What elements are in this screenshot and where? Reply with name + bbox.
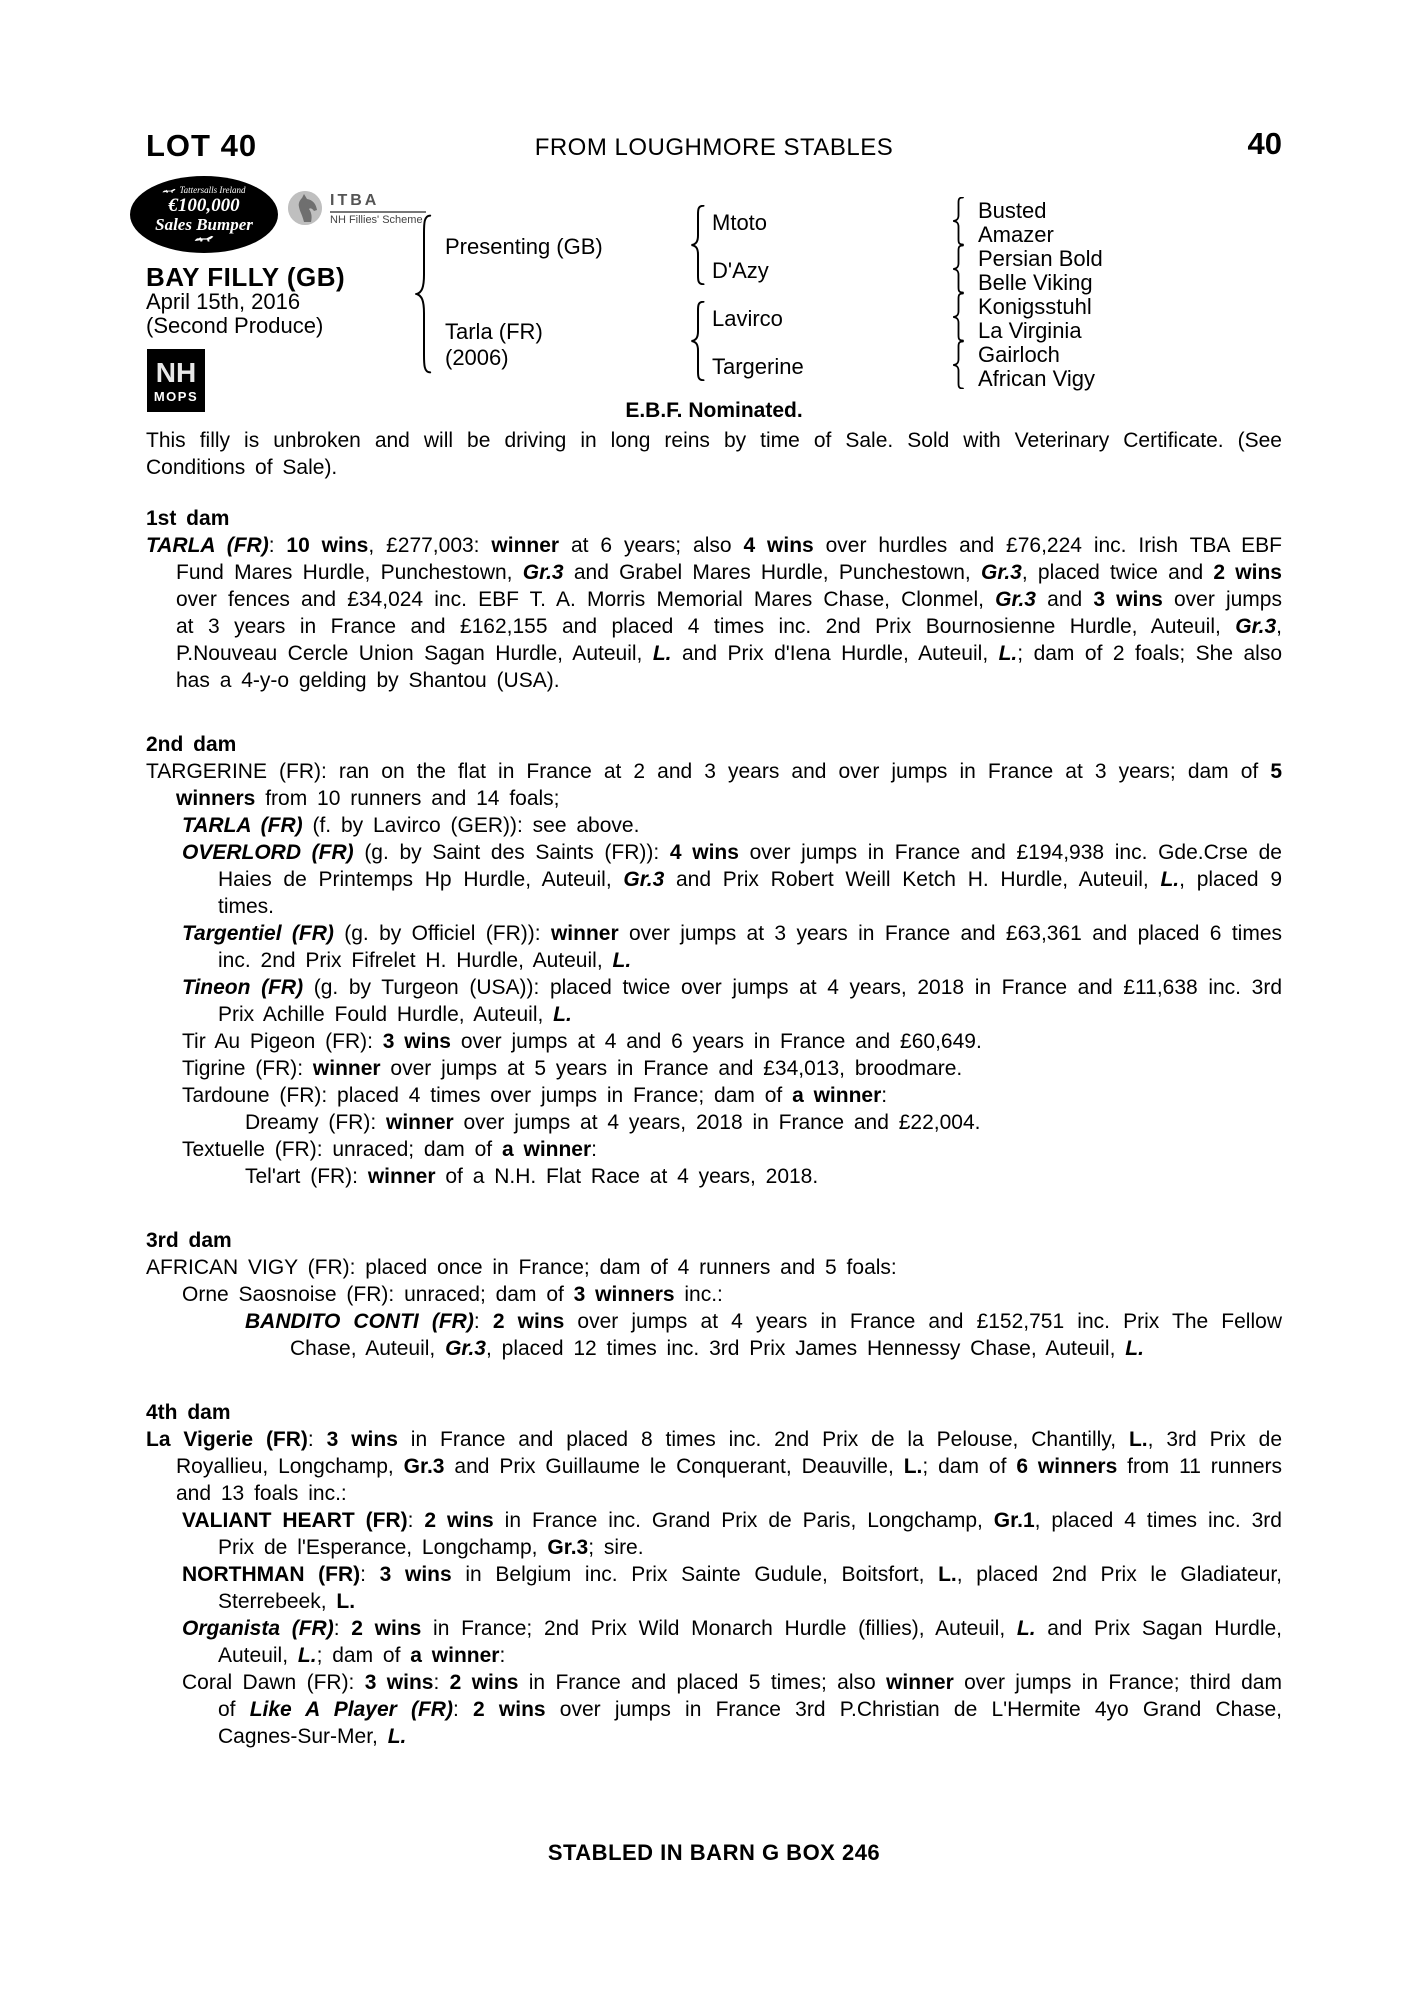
entry-text: winner — [491, 534, 560, 557]
horse-entry — [146, 1281, 1282, 1308]
entry-text: from 10 runners and 14 foals; — [255, 787, 560, 810]
sire-sire-sire: Busted — [978, 198, 1047, 223]
horse-head-icon — [288, 191, 322, 225]
entry-text: : — [307, 1428, 327, 1451]
entry-text: 5 winners — [176, 760, 1282, 810]
entry-text: OVERLORD (FR) — [182, 841, 354, 864]
entry-text: Tigrine (FR): — [182, 1057, 313, 1080]
dam-section — [146, 1399, 1282, 1750]
entry-text: : — [360, 1563, 380, 1586]
dam-section — [146, 1227, 1282, 1362]
fox-icon — [194, 235, 214, 243]
horse-entry — [146, 1254, 1282, 1281]
nh-mops-nh: NH — [155, 356, 197, 388]
entry-text: Gr.1 — [993, 1509, 1035, 1532]
horse-entry — [146, 920, 1282, 974]
entry-text: Organista (FR) — [182, 1617, 334, 1640]
horse-entry — [146, 1163, 1282, 1190]
entry-text: : — [407, 1509, 425, 1532]
entry-text: 3 wins — [382, 1030, 451, 1053]
entry-text: Gr.3 — [623, 868, 665, 891]
entry-text: : — [268, 534, 287, 557]
entry-text: over jumps at 4 and 6 years in France and £60,649. — [450, 1030, 982, 1053]
pedigree-brace — [952, 293, 965, 341]
entry-text: La Vigerie (FR) — [146, 1428, 308, 1451]
dam-name: Tarla (FR) — [445, 319, 543, 344]
entry-text: Orne Saosnoise (FR): unraced; dam of — [182, 1283, 574, 1306]
stabling-location: STABLED IN BARN G BOX 246 — [547, 1840, 881, 1865]
entry-text: L. — [387, 1725, 407, 1748]
entry-text: 2 wins — [473, 1698, 546, 1721]
itba-underline — [330, 211, 426, 213]
entry-text: ; dam of 2 foals; She also has a 4-y-o gelding by Shantou (USA). — [176, 642, 1283, 692]
fox-icon — [162, 188, 176, 194]
entry-text: , placed 9 times. — [218, 868, 1282, 918]
entry-text: Gr.3 — [547, 1536, 589, 1559]
entry-text: 3 wins — [364, 1671, 434, 1694]
entry-text: of a N.H. Flat Race at 4 years, 2018. — [435, 1165, 819, 1188]
entry-text: Dreamy (FR): — [245, 1111, 386, 1134]
horse-name: BAY FILLY (GB) — [146, 262, 346, 292]
horse-entry — [146, 839, 1282, 920]
entry-text: over jumps in France 3rd P.Christian de L'Hermite 4yo Grand Chase, Cagnes-Sur-Mer, — [218, 1698, 1283, 1748]
entry-text: : — [452, 1698, 474, 1721]
entry-text: : — [473, 1310, 493, 1333]
entry-text: winner — [886, 1671, 954, 1694]
entry-text: L. — [1016, 1617, 1036, 1640]
pedigree-brace — [690, 301, 706, 381]
entry-text: over fences and £34,024 inc. EBF T. A. Morris Memorial Mares Chase, Clonmel, — [176, 588, 996, 611]
nh-mops-mops: MOPS — [153, 388, 199, 404]
horse-entry — [146, 1426, 1282, 1507]
entry-text: 2 wins — [449, 1671, 519, 1694]
entry-text: 6 winners — [1016, 1455, 1118, 1478]
entry-text: Gr.3 — [522, 561, 564, 584]
tattersalls-bumper-badge — [130, 176, 278, 253]
entry-text: in France and placed 5 times; also — [518, 1671, 887, 1694]
entry-text: 4 wins — [743, 534, 814, 557]
entry-text: VALIANT HEART (FR) — [182, 1509, 408, 1532]
sire-name: Presenting (GB) — [445, 234, 603, 259]
entry-text: over jumps at 3 years in France and £162,155 and placed 4 times inc. 2nd Prix Bournosienne Hurdle, Auteuil, — [176, 588, 1282, 638]
entry-text: 3 wins — [379, 1563, 452, 1586]
entry-text: in France; 2nd Prix Wild Monarch Hurdle (fillies), Auteuil, — [421, 1617, 1017, 1640]
pedigree-brace — [952, 197, 965, 245]
sire-sire-dam: Amazer — [978, 222, 1054, 247]
entry-text: NORTHMAN (FR) — [182, 1563, 361, 1586]
dam-section — [146, 731, 1282, 1190]
entry-text: over jumps in France and £194,938 inc. Gde.Crse de Haies de Printemps Hp Hurdle, Auteuil, — [218, 841, 1282, 891]
entry-text: TARGERINE (FR): ran on the flat in France at 2 and 3 years and over jumps in France at 3 years; dam of — [146, 760, 1271, 783]
entry-text: ; dam of — [922, 1455, 1017, 1478]
entry-text: a winner — [501, 1138, 592, 1161]
entry-text: L. — [553, 1003, 572, 1026]
entry-text: : — [591, 1138, 598, 1161]
bumper-subtitle: Sales Bumper — [155, 214, 253, 234]
entry-text: 10 wins — [286, 534, 369, 557]
entry-text: BANDITO CONTI (FR) — [245, 1310, 474, 1333]
entry-text: and Prix Sagan Hurdle, Auteuil, — [218, 1617, 1282, 1667]
entry-text: over jumps at 4 years, 2018 in France and £22,004. — [453, 1111, 981, 1134]
sire-dam-sire: Persian Bold — [978, 246, 1103, 271]
horse-entry — [146, 532, 1282, 694]
entry-text: 3 wins — [326, 1428, 398, 1451]
entry-text: L. — [1125, 1337, 1144, 1360]
entry-text: 3 wins — [1093, 588, 1163, 611]
entry-text: TARLA (FR) — [182, 814, 303, 837]
itba-wordmark: ITBA — [330, 192, 380, 209]
dam-sire: Lavirco — [712, 306, 783, 331]
sire-sire: Mtoto — [712, 210, 768, 235]
entry-text: over jumps in France; third dam of — [218, 1671, 1282, 1721]
entry-text: in Belgium inc. Prix Sainte Gudule, Boitsfort, — [451, 1563, 939, 1586]
dam-heading: 4th dam — [146, 1401, 231, 1424]
horse-entry — [146, 1507, 1282, 1561]
itba-logo — [288, 191, 322, 225]
entry-text: 2 wins — [492, 1310, 565, 1333]
entry-text: 3 winners — [573, 1283, 675, 1306]
entry-text: over jumps at 4 years in France and £152,751 inc. Prix The Fellow Chase, Auteuil, — [290, 1310, 1282, 1360]
entry-text: and — [1036, 588, 1094, 611]
entry-text: TARLA (FR) — [146, 534, 269, 557]
entry-text: in France inc. Grand Prix de Paris, Longchamp, — [493, 1509, 994, 1532]
entry-text: Tir Au Pigeon (FR): — [182, 1030, 383, 1053]
entry-text: over jumps at 3 years in France and £63,361 and placed 6 times inc. 2nd Prix Fifrelet H. Hurdle, Auteuil, — [218, 922, 1283, 972]
entry-text: from 11 runners and 13 foals inc.: — [176, 1455, 1282, 1505]
pedigree-brace — [415, 214, 433, 374]
entry-text: Like A Player (FR) — [249, 1698, 453, 1721]
dam-heading: 1st dam — [146, 507, 230, 530]
entry-text: AFRICAN VIGY (FR): placed once in France; dam of 4 runners and 5 foals: — [146, 1256, 897, 1279]
entry-text: at 6 years; also — [559, 534, 744, 557]
ebf-nominated-line: E.B.F. Nominated. — [625, 399, 803, 422]
entry-text: a winner — [410, 1644, 500, 1667]
entry-text: L. — [903, 1455, 923, 1478]
horse-entry — [146, 1055, 1282, 1082]
entry-text: Gr.3 — [445, 1337, 486, 1360]
entry-text: 2 wins — [351, 1617, 422, 1640]
horse-produce-note: (Second Produce) — [146, 313, 324, 338]
entry-text: Coral Dawn (FR): — [182, 1671, 365, 1694]
dam-heading: 2nd dam — [146, 733, 237, 756]
entry-text: (f. by Lavirco (GER)): see above. — [302, 814, 640, 837]
dam-section — [146, 505, 1282, 694]
entry-text: and Grabel Mares Hurdle, Punchestown, — [563, 561, 981, 584]
entry-text: (g. by Officiel (FR)): — [333, 922, 551, 945]
sire-dam-dam: Belle Viking — [978, 270, 1093, 295]
lot-number: LOT 40 — [146, 128, 258, 163]
itba-scheme-label: NH Fillies' Scheme — [330, 214, 423, 226]
entry-text: Gr.3 — [403, 1455, 445, 1478]
entry-text: , placed 4 times inc. 3rd Prix de l'Esperance, Longchamp, — [218, 1509, 1282, 1559]
entry-text: Tardoune (FR): placed 4 times over jumps in France; dam of — [182, 1084, 793, 1107]
sire-dam: D'Azy — [712, 258, 769, 283]
entry-text: ; dam of — [316, 1644, 411, 1667]
entry-text: winner — [312, 1057, 381, 1080]
entry-text: Tel'art (FR): — [245, 1165, 368, 1188]
dam-dam-sire: Gairloch — [978, 342, 1060, 367]
entry-text: L. — [612, 949, 632, 972]
entry-text: winner — [386, 1111, 454, 1134]
entry-text: Textuelle (FR): unraced; dam of — [182, 1138, 502, 1161]
horse-entry — [146, 1308, 1282, 1362]
entry-text: a winner — [792, 1084, 882, 1107]
pedigree-brace — [952, 341, 965, 389]
dam-heading: 3rd dam — [146, 1229, 232, 1252]
entry-text: L. — [652, 642, 672, 665]
dam-dam-dam: African Vigy — [978, 366, 1095, 391]
entry-text: and Prix d'Iena Hurdle, Auteuil, — [671, 642, 999, 665]
horse-foaling-date: April 15th, 2016 — [146, 289, 301, 314]
horse-entry — [146, 1615, 1282, 1669]
entry-text: : — [499, 1644, 506, 1667]
entry-text: , £277,003: — [368, 534, 492, 557]
entry-text: , placed twice and — [1021, 561, 1214, 584]
entry-text: 2 wins — [424, 1509, 494, 1532]
page-number: 40 — [1247, 126, 1282, 161]
entry-text: ; sire. — [588, 1536, 644, 1559]
horse-entry — [146, 1082, 1282, 1109]
sale-note: This filly is unbroken and will be driving in long reins by time of Sale. Sold with Veterinary Certificate. (See Conditions of Sale). — [146, 429, 1282, 479]
entry-text: , P.Nouveau Cercle Union Sagan Hurdle, Auteuil, — [176, 615, 1282, 665]
dam-sire-sire: Konigsstuhl — [978, 294, 1092, 319]
entry-text: over jumps at 5 years in France and £34,013, broodmare. — [380, 1057, 963, 1080]
horse-entry — [146, 812, 1282, 839]
entry-text: : — [433, 1671, 450, 1694]
bumper-title: Tattersalls Ireland — [179, 185, 246, 196]
horse-entry — [146, 1109, 1282, 1136]
entry-text: , 3rd Prix de Royallieu, Longchamp, — [176, 1428, 1283, 1478]
entry-text: (g. by Saint des Saints (FR)): — [353, 841, 670, 864]
pedigree-brace — [952, 245, 965, 293]
entry-text: in France and placed 8 times inc. 2nd Prix de la Pelouse, Chantilly, — [397, 1428, 1129, 1451]
horse-entry — [146, 1136, 1282, 1163]
horse-entry — [146, 974, 1282, 1028]
entry-text: , placed 12 times inc. 3rd Prix James Hennessy Chase, Auteuil, — [485, 1337, 1126, 1360]
entry-text: and Prix Guillaume le Conquerant, Deauville, — [444, 1455, 904, 1478]
entry-text: L. — [998, 642, 1018, 665]
consignor-line: FROM LOUGHMORE STABLES — [534, 134, 894, 161]
dam-dam: Targerine — [712, 354, 804, 379]
horse-entry — [146, 758, 1282, 812]
entry-text: L. — [1160, 868, 1180, 891]
dam-sire-dam: La Virginia — [978, 318, 1082, 343]
dam-sections — [146, 505, 1282, 1750]
entry-text: winner — [367, 1165, 436, 1188]
entry-text: : — [881, 1084, 888, 1107]
dam-year: (2006) — [445, 345, 509, 370]
entry-text: and Prix Robert Weill Ketch H. Hurdle, Auteuil, — [664, 868, 1161, 891]
entry-text: over hurdles and £76,224 inc. Irish TBA EBF Fund Mares Hurdle, Punchestown, — [176, 534, 1282, 584]
entry-text: Gr.3 — [1235, 615, 1277, 638]
entry-text: Gr.3 — [981, 561, 1022, 584]
entry-text: 2 wins — [1213, 561, 1282, 584]
entry-text: inc.: — [674, 1283, 723, 1306]
entry-text: 4 wins — [669, 841, 739, 864]
horse-entry — [146, 1669, 1282, 1750]
entry-text: : — [333, 1617, 352, 1640]
bumper-amount: €100,000 — [168, 194, 240, 216]
entry-text: , placed 2nd Prix le Gladiateur, Sterrebeek, — [218, 1563, 1282, 1613]
entry-text: winner — [550, 922, 619, 945]
entry-text: Gr.3 — [995, 588, 1036, 611]
entry-text: Targentiel (FR) — [182, 922, 334, 945]
entry-text: L. — [938, 1563, 957, 1586]
entry-text: (g. by Turgeon (USA)): placed twice over jumps at 4 years, 2018 in France and £11,638 inc. 3rd Prix Achille Fould Hurdle, Auteuil, — [218, 976, 1282, 1026]
entry-text: L. — [297, 1644, 317, 1667]
horse-entry — [146, 1561, 1282, 1615]
entry-text: Tineon (FR) — [182, 976, 304, 999]
horse-entry — [146, 1028, 1282, 1055]
entry-text: L. — [1128, 1428, 1148, 1451]
entry-text: L. — [336, 1590, 356, 1613]
pedigree-brace — [690, 205, 706, 285]
